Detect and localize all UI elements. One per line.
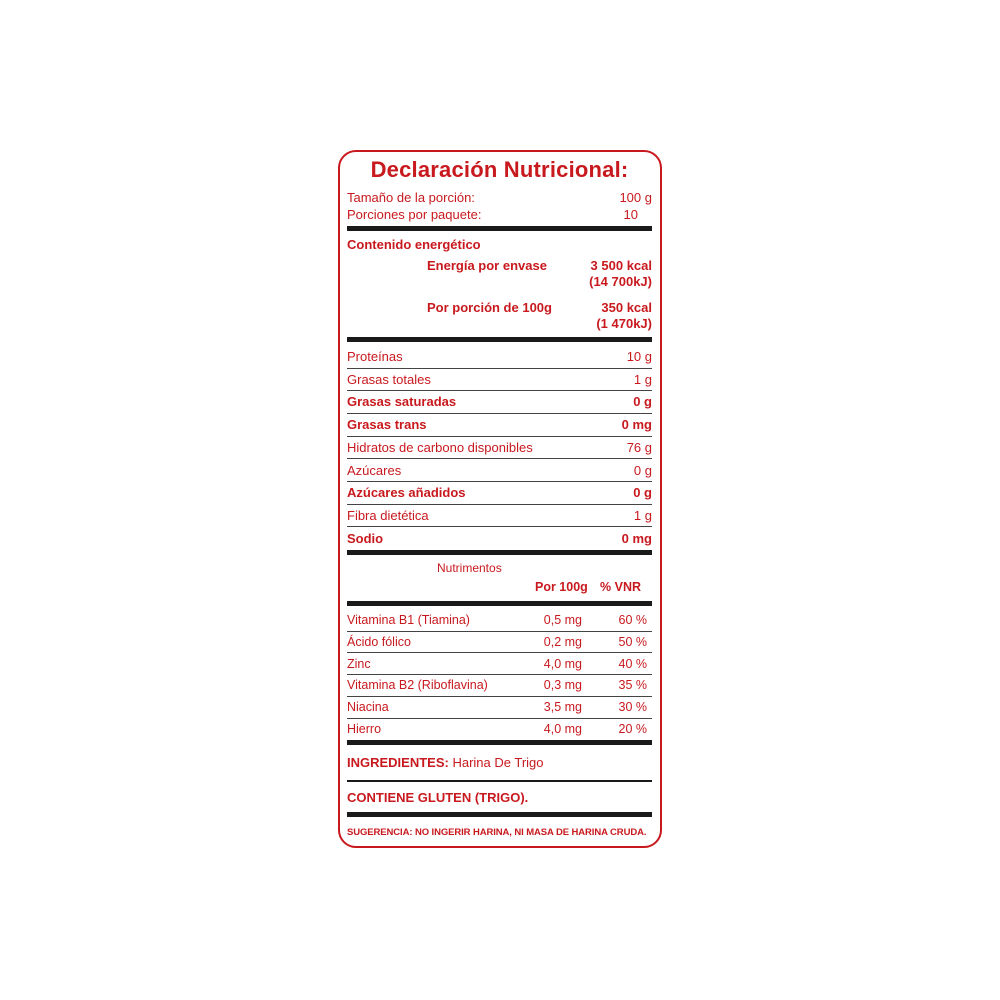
divider-thick bbox=[347, 812, 652, 817]
micronutrient-amount: 0,5 mg bbox=[543, 613, 582, 627]
nutrient-name: Fibra dietética bbox=[347, 507, 429, 523]
nutrient-value: 76 g bbox=[626, 439, 652, 455]
micronutrient-name: Vitamina B2 (Riboflavina) bbox=[347, 678, 488, 693]
divider-thick bbox=[347, 226, 652, 231]
energy-package-kj: (14 700kJ) bbox=[589, 274, 652, 289]
nutrient-value: 1 g bbox=[633, 371, 652, 387]
energy-package-kcal: 3 500 kcal bbox=[590, 258, 652, 273]
micronutrient-vnr: 30 % bbox=[618, 700, 647, 715]
micronutrient-name: Zinc bbox=[347, 656, 371, 671]
column-vnr: % VNR bbox=[600, 580, 641, 594]
energy-portion-kj: (1 470kJ) bbox=[596, 316, 652, 331]
nutrient-name: Grasas trans bbox=[347, 417, 427, 433]
nutrient-value: 0 g bbox=[633, 485, 652, 501]
nutrient-name: Sodio bbox=[347, 530, 384, 546]
divider-thin bbox=[347, 674, 652, 675]
nutrition-label-body bbox=[347, 152, 652, 846]
divider-thin bbox=[347, 631, 652, 632]
label-title: Declaración Nutricional: bbox=[370, 157, 629, 182]
energy-package-label: Energía por envase bbox=[427, 258, 547, 273]
divider-thin bbox=[347, 696, 652, 697]
energy-heading bbox=[347, 236, 652, 253]
micronutrient-name: Ácido fólico bbox=[347, 634, 411, 649]
micronutrient-columns bbox=[347, 579, 652, 596]
micronutrient-vnr: 20 % bbox=[618, 722, 647, 736]
nutrient-name: Grasas totales bbox=[347, 371, 431, 387]
micronutrient-name: Hierro bbox=[347, 722, 382, 736]
nutrient-name: Proteínas bbox=[347, 349, 403, 364]
divider bbox=[347, 780, 652, 782]
nutrient-name: Azúcares bbox=[347, 462, 402, 478]
divider-thick bbox=[347, 601, 652, 606]
micronutrient-row bbox=[347, 676, 652, 694]
divider-thin bbox=[347, 481, 652, 482]
divider-thin bbox=[347, 413, 652, 414]
nutrient-row bbox=[347, 439, 652, 456]
nutrient-value: 10 g bbox=[626, 349, 652, 364]
energy-portion-kcal: 350 kcal bbox=[601, 300, 652, 315]
nutrient-row bbox=[347, 393, 652, 410]
micronutrient-row bbox=[347, 611, 652, 629]
nutrient-row bbox=[347, 484, 652, 501]
micronutrient-vnr: 40 % bbox=[618, 656, 647, 671]
micronutrient-amount: 4,0 mg bbox=[543, 656, 582, 671]
nutrient-value: 0 g bbox=[633, 394, 652, 410]
nutrient-row bbox=[347, 348, 652, 365]
nutrient-name: Hidratos de carbono disponibles bbox=[347, 439, 533, 455]
nutrient-value: 0 g bbox=[633, 462, 652, 478]
micronutrient-amount: 3,5 mg bbox=[543, 700, 582, 715]
micronutrient-vnr: 35 % bbox=[618, 678, 647, 693]
divider-thick bbox=[347, 550, 652, 555]
serving-size-label: Tamaño de la porción: bbox=[347, 190, 475, 205]
allergen-text: CONTIENE GLUTEN (TRIGO). bbox=[347, 790, 529, 805]
nutrition-label bbox=[338, 150, 662, 848]
micronutrient-name: Vitamina B1 (Tiamina) bbox=[347, 613, 470, 627]
micronutrient-heading-row bbox=[347, 560, 652, 577]
energy-portion-label: Por porción de 100g bbox=[427, 300, 552, 315]
divider-thin bbox=[347, 436, 652, 437]
nutrient-row bbox=[347, 462, 652, 479]
micronutrient-vnr: 50 % bbox=[618, 634, 647, 649]
servings-per-package-row bbox=[347, 206, 652, 223]
micronutrient-vnr: 60 % bbox=[618, 613, 647, 627]
divider-thin bbox=[347, 652, 652, 653]
nutrient-row bbox=[347, 416, 652, 433]
serving-size-row bbox=[347, 189, 652, 206]
micronutrient-amount: 0,3 mg bbox=[543, 678, 582, 693]
divider-thin bbox=[347, 368, 652, 369]
micronutrient-amount: 0,2 mg bbox=[543, 634, 582, 649]
nutrient-value: 0 mg bbox=[621, 530, 652, 546]
warning-text: SUGERENCIA: NO INGERIR HARINA, NI MASA DE HARINA CRUDA. bbox=[347, 827, 647, 838]
nutrient-value: 1 g bbox=[633, 507, 652, 523]
nutrient-name: Azúcares añadidos bbox=[347, 485, 466, 501]
servings-per-package-label: Porciones por paquete: bbox=[347, 207, 482, 222]
micronutrient-name: Niacina bbox=[347, 700, 389, 715]
column-amount: Por 100g bbox=[535, 580, 588, 594]
ingredients-label: INGREDIENTES: bbox=[347, 755, 449, 770]
nutrient-row bbox=[347, 371, 652, 388]
ingredients-row bbox=[347, 754, 652, 771]
micronutrient-amount: 4,0 mg bbox=[543, 722, 582, 736]
micronutrient-heading: Nutrimentos bbox=[437, 561, 502, 575]
divider-thick bbox=[347, 740, 652, 745]
serving-size-value: 100 g bbox=[619, 190, 652, 205]
divider-thin bbox=[347, 526, 652, 527]
divider-thin bbox=[347, 390, 652, 391]
ingredients-text: Harina De Trigo bbox=[452, 755, 544, 770]
divider-thin bbox=[347, 504, 652, 505]
nutrient-row bbox=[347, 507, 652, 524]
energy-heading-text: Contenido energético bbox=[347, 237, 481, 252]
allergen-row bbox=[347, 789, 652, 806]
nutrient-row bbox=[347, 530, 652, 547]
nutrient-name: Grasas saturadas bbox=[347, 394, 457, 410]
divider-thin bbox=[347, 718, 652, 719]
divider-thin bbox=[347, 458, 652, 459]
micronutrient-row bbox=[347, 720, 652, 738]
micronutrient-row bbox=[347, 655, 652, 673]
nutrient-value: 0 mg bbox=[621, 417, 652, 433]
micronutrient-row bbox=[347, 633, 652, 651]
micronutrient-row bbox=[347, 698, 652, 716]
divider-thick bbox=[347, 337, 652, 342]
servings-per-package-value: 10 bbox=[623, 207, 638, 222]
